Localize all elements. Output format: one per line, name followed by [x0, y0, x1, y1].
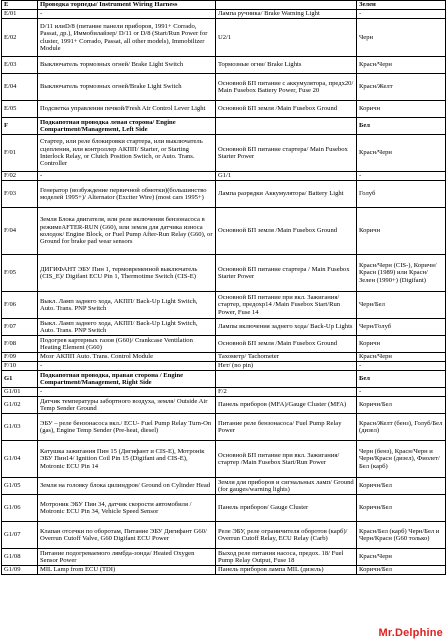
- wire-color-cell: Красн/Черн: [357, 353, 446, 362]
- destination-cell: Тахометр/ Tachometer: [216, 353, 357, 362]
- pin-cell: G1/06: [2, 495, 38, 522]
- pin-cell: G1/01: [2, 388, 38, 397]
- table-row: [2, 319, 446, 336]
- destination-cell: Выход реле питания насоса, предох. 18/ Fuel Pump Relay Output, Fuse 18: [216, 549, 357, 566]
- pin-cell: F/05: [2, 255, 38, 292]
- wire-color-cell: Черн/Голуб: [357, 319, 446, 336]
- wire-color-cell: -: [357, 172, 446, 181]
- circuit-cell: Выкл. Ламп заднего хода, АКПП/ Back-Up Light Switch, Auto. Trans. PNP Switch: [38, 292, 216, 319]
- destination-cell: Лампы включения заднего хода/ Back-Up Lights: [216, 319, 357, 336]
- wire-color-cell: Красн/Желт (бенз), Голуб/Бел (дизел): [357, 414, 446, 441]
- pin-cell: F/06: [2, 292, 38, 319]
- wire-color-cell: Красн/Черн: [357, 135, 446, 172]
- pin-cell: F/01: [2, 135, 38, 172]
- pin-cell: G1/04: [2, 441, 38, 478]
- circuit-cell: Выключатель тормозных огней/Brake Light Switch: [38, 74, 216, 101]
- destination-cell: Панель приборов (MFA)/Gauge Cluster (MFA): [216, 397, 357, 414]
- watermark-logo: Mr.Delphine: [378, 627, 443, 639]
- destination-cell: Панель приборов/ Gauge Cluster: [216, 495, 357, 522]
- table-row: [2, 549, 446, 566]
- destination-cell: Нет/ (no pin): [216, 362, 357, 371]
- destination-cell: Основной БП питание с аккумулятора, предх20/ Main Fusebox Battery Power, Fuse 20: [216, 74, 357, 101]
- table-row: [2, 208, 446, 255]
- circuit-cell: MIL Lamp from ECU (TDI): [38, 566, 216, 575]
- wire-color-cell: Бел: [357, 118, 446, 135]
- pin-cell: F/03: [2, 181, 38, 208]
- pin-cell: F/02: [2, 172, 38, 181]
- wire-color-cell: -: [357, 362, 446, 371]
- pin-cell: F/09: [2, 353, 38, 362]
- pin-cell: G1/09: [2, 566, 38, 575]
- circuit-cell: Подкапотная проводка, правая сторона / Engine Compartment/Management, Right Side: [38, 371, 216, 388]
- circuit-cell: Стартер, или реле блокировки стартера, или выключатель сцепления, или контроллер АКПП/ Starter, or Starting Interlock Relay, or Clutch Position Switch, or Auto. Trans. Controller: [38, 135, 216, 172]
- table-row: [2, 135, 446, 172]
- section-header-row: [2, 1, 446, 10]
- destination-cell: Лампа ручника/ Brake Warning Light: [216, 10, 357, 19]
- circuit-cell: ЭБУ – реле бензонасоса вкл./ ECU- Fuel Pump Relay Turn-On (gas), Engine Temp Sender (Pre-heat, diesel): [38, 414, 216, 441]
- wire-color-cell: -: [357, 388, 446, 397]
- pin-cell: G1/08: [2, 549, 38, 566]
- circuit-cell: Генератор (возбуждение первичной обмотки)(большинство моделей 1995+)/ Alternator (Exciter Wire) (most cars 1995+): [38, 181, 216, 208]
- pin-cell: F/07: [2, 319, 38, 336]
- wire-color-cell: Коричн/Бел: [357, 495, 446, 522]
- destination-cell: U2/1: [216, 19, 357, 57]
- wire-color-cell: Черн/Бел: [357, 292, 446, 319]
- wire-color-cell: Черн (бенз), Красн/Черн и Черн/Красн (дизел), Фиолет/Бел (карб): [357, 441, 446, 478]
- destination-cell: G1/1: [216, 172, 357, 181]
- pin-cell: G1/05: [2, 478, 38, 495]
- table-row: [2, 353, 446, 362]
- destination-cell: [216, 118, 357, 135]
- table-row: [2, 292, 446, 319]
- pin-cell: G1: [2, 371, 38, 388]
- destination-cell: Питание реле бензонасоса/ Fuel Pump Relay Power: [216, 414, 357, 441]
- table-row: [2, 566, 446, 575]
- destination-cell: Основной БП земля /Main Fusebox Ground: [216, 208, 357, 255]
- destination-cell: Земля для приборов и сигнальных ламп/ Ground (for gauges/warning lights): [216, 478, 357, 495]
- pin-cell: E/03: [2, 57, 38, 74]
- pin-cell: E/01: [2, 10, 38, 19]
- destination-cell: Основной БП питание при вкл. Зажигания/стартер /Main Fusebox Start/Run Power: [216, 441, 357, 478]
- wire-color-cell: Коричн: [357, 336, 446, 353]
- pin-cell: G1/07: [2, 522, 38, 549]
- wire-color-cell: Коричн/Бел: [357, 397, 446, 414]
- pin-cell: G1/02: [2, 397, 38, 414]
- table-row: [2, 441, 446, 478]
- wiring-harness-table: [1, 0, 446, 575]
- wire-color-cell: Коричн/Бел: [357, 566, 446, 575]
- circuit-cell: D/11 илиD/8 (питание панели приборов, 1991+ Corrado, Passat, др.), Иммобилайзер/ D/11 or D/8 (Start/Run Power for cluster, 1991+ Corrado, Passat, all other models), Immobilizer Module: [38, 19, 216, 57]
- wire-color-cell: Черн: [357, 19, 446, 57]
- pin-cell: E/02: [2, 19, 38, 57]
- destination-cell: Основной БП питание стартера / Main Fusebox Starter Power: [216, 255, 357, 292]
- destination-cell: Основной БП земля /Main Fusebox Ground: [216, 101, 357, 118]
- wire-color-cell: Зелен: [357, 1, 446, 10]
- destination-cell: [216, 1, 357, 10]
- pin-cell: F/08: [2, 336, 38, 353]
- table-row: [2, 414, 446, 441]
- table-row: [2, 172, 446, 181]
- table-row: [2, 255, 446, 292]
- pin-cell: E/04: [2, 74, 38, 101]
- wire-color-cell: Голуб: [357, 181, 446, 208]
- destination-cell: Лампа разрядки Аккумулятора/ Battery Light: [216, 181, 357, 208]
- wire-color-cell: Красн/Черн (CIS-), Коричн/Красн (1989) или Красн/Зелен (1990+) (Digifant): [357, 255, 446, 292]
- wire-color-cell: Красн/Желт: [357, 74, 446, 101]
- section-header-row: [2, 118, 446, 135]
- pin-cell: F/10: [2, 362, 38, 371]
- table-row: [2, 19, 446, 57]
- destination-cell: Основной БП питание при вкл. Зажигания/стартер, предохр14 /Main Fusebox Start/Run Power, Fuse 14: [216, 292, 357, 319]
- circuit-cell: Подсветка управления печкой/Fresh Air Control Lever Light: [38, 101, 216, 118]
- table-row: [2, 74, 446, 101]
- circuit-cell: Катушка зажигания Пин 15 (Дигифант и CIS-E), Мотронік ЭБУ Пин14/ Ignition Coil Pin 15 (Digifant and CIS-E), Motronic ECU Pin 14: [38, 441, 216, 478]
- table-row: [2, 522, 446, 549]
- pin-cell: F: [2, 118, 38, 135]
- circuit-cell: Мотроник ЭБУ Пин 34, датчик скорости автомобиля / Motronic ECU Pin 34, Vehicle Speed Sensor: [38, 495, 216, 522]
- circuit-cell: Подкапотная проводка левая сторона/ Engine Compartment/Management, Left Side: [38, 118, 216, 135]
- section-header-row: [2, 371, 446, 388]
- wire-color-cell: Красн/Черн: [357, 57, 446, 74]
- table-row: [2, 478, 446, 495]
- table-row: [2, 101, 446, 118]
- wire-color-cell: Коричн/Бел: [357, 478, 446, 495]
- wire-color-cell: Красн/Бел (карб) Черн/Бел и Черн/Красн (G60 только): [357, 522, 446, 549]
- circuit-cell: Подогрев картерных газов (G60)/ Crankcase Ventilation Heating Element (G60): [38, 336, 216, 353]
- wire-color-cell: Коричн: [357, 101, 446, 118]
- table-row: [2, 388, 446, 397]
- destination-cell: [216, 371, 357, 388]
- pin-cell: E: [2, 1, 38, 10]
- table-row: [2, 57, 446, 74]
- circuit-cell: Клапан отсечки по оборотам, Питание ЭБУ Дигифант G60/ Overrun Cutoff Valve, G60 Digifant ECU Power: [38, 522, 216, 549]
- table-row: [2, 397, 446, 414]
- circuit-cell: Питание подогреваемого лямбда-зонда/ Heated Oxygen Sensor Power: [38, 549, 216, 566]
- pin-cell: F/04: [2, 208, 38, 255]
- destination-cell: Основной БП земля /Main Fusebox Ground: [216, 336, 357, 353]
- table-row: [2, 362, 446, 371]
- table-body: [2, 1, 446, 575]
- destination-cell: Тормозные огни/ Brake Lights: [216, 57, 357, 74]
- destination-cell: Реле ЭБУ, реле ограничителя оборотов (карб)/ Overrun Cutoff Relay, ECU Relay (Carb): [216, 522, 357, 549]
- circuit-cell: -: [38, 362, 216, 371]
- circuit-cell: ДИГИФАНТ ЭБУ Пин 1, термовременной выключатель (CIS_E)/ Digifant ECU Pin 1, Thermotime Switch (CIS-E): [38, 255, 216, 292]
- wire-color-cell: -: [357, 10, 446, 19]
- table-row: [2, 10, 446, 19]
- wire-color-cell: Коричн: [357, 208, 446, 255]
- destination-cell: F/2: [216, 388, 357, 397]
- destination-cell: Основной БП питание стартера/ Main Fusebox Starter Power: [216, 135, 357, 172]
- destination-cell: Панель приборов лампа MIL (дизель): [216, 566, 357, 575]
- circuit-cell: -: [38, 388, 216, 397]
- circuit-cell: Выключатель тормозных огней/ Brake Light Switch: [38, 57, 216, 74]
- circuit-cell: Мозг АКПП Auto. Trans. Control Module: [38, 353, 216, 362]
- pin-cell: E/05: [2, 101, 38, 118]
- table-row: [2, 495, 446, 522]
- circuit-cell: -: [38, 10, 216, 19]
- circuit-cell: Проводка торпеды/ Instrument Wiring Harness: [38, 1, 216, 10]
- circuit-cell: Выкл. Ламп заднего хода, АКПП/ Back-Up Light Switch, Auto. Trans. PNP Switch: [38, 319, 216, 336]
- wire-color-cell: Красн/Черн: [357, 549, 446, 566]
- wire-color-cell: Бел: [357, 371, 446, 388]
- circuit-cell: Датчик температуры забортного воздуха, земля/ Outside Air Temp Sender Ground: [38, 397, 216, 414]
- circuit-cell: -: [38, 172, 216, 181]
- circuit-cell: Земля на головку блока цилиндров/ Ground on Cylinder Head: [38, 478, 216, 495]
- pin-cell: G1/03: [2, 414, 38, 441]
- table-row: [2, 181, 446, 208]
- table-row: [2, 336, 446, 353]
- circuit-cell: Земля Блока двигателя, или реле включения бензонасоса в режимеAFTER-RUN (G60), или земля для датчика износа колодок/ Engine Block, or Fuel Pump After-Run Relay (G60), or Ground for brake pad wear sensors: [38, 208, 216, 255]
